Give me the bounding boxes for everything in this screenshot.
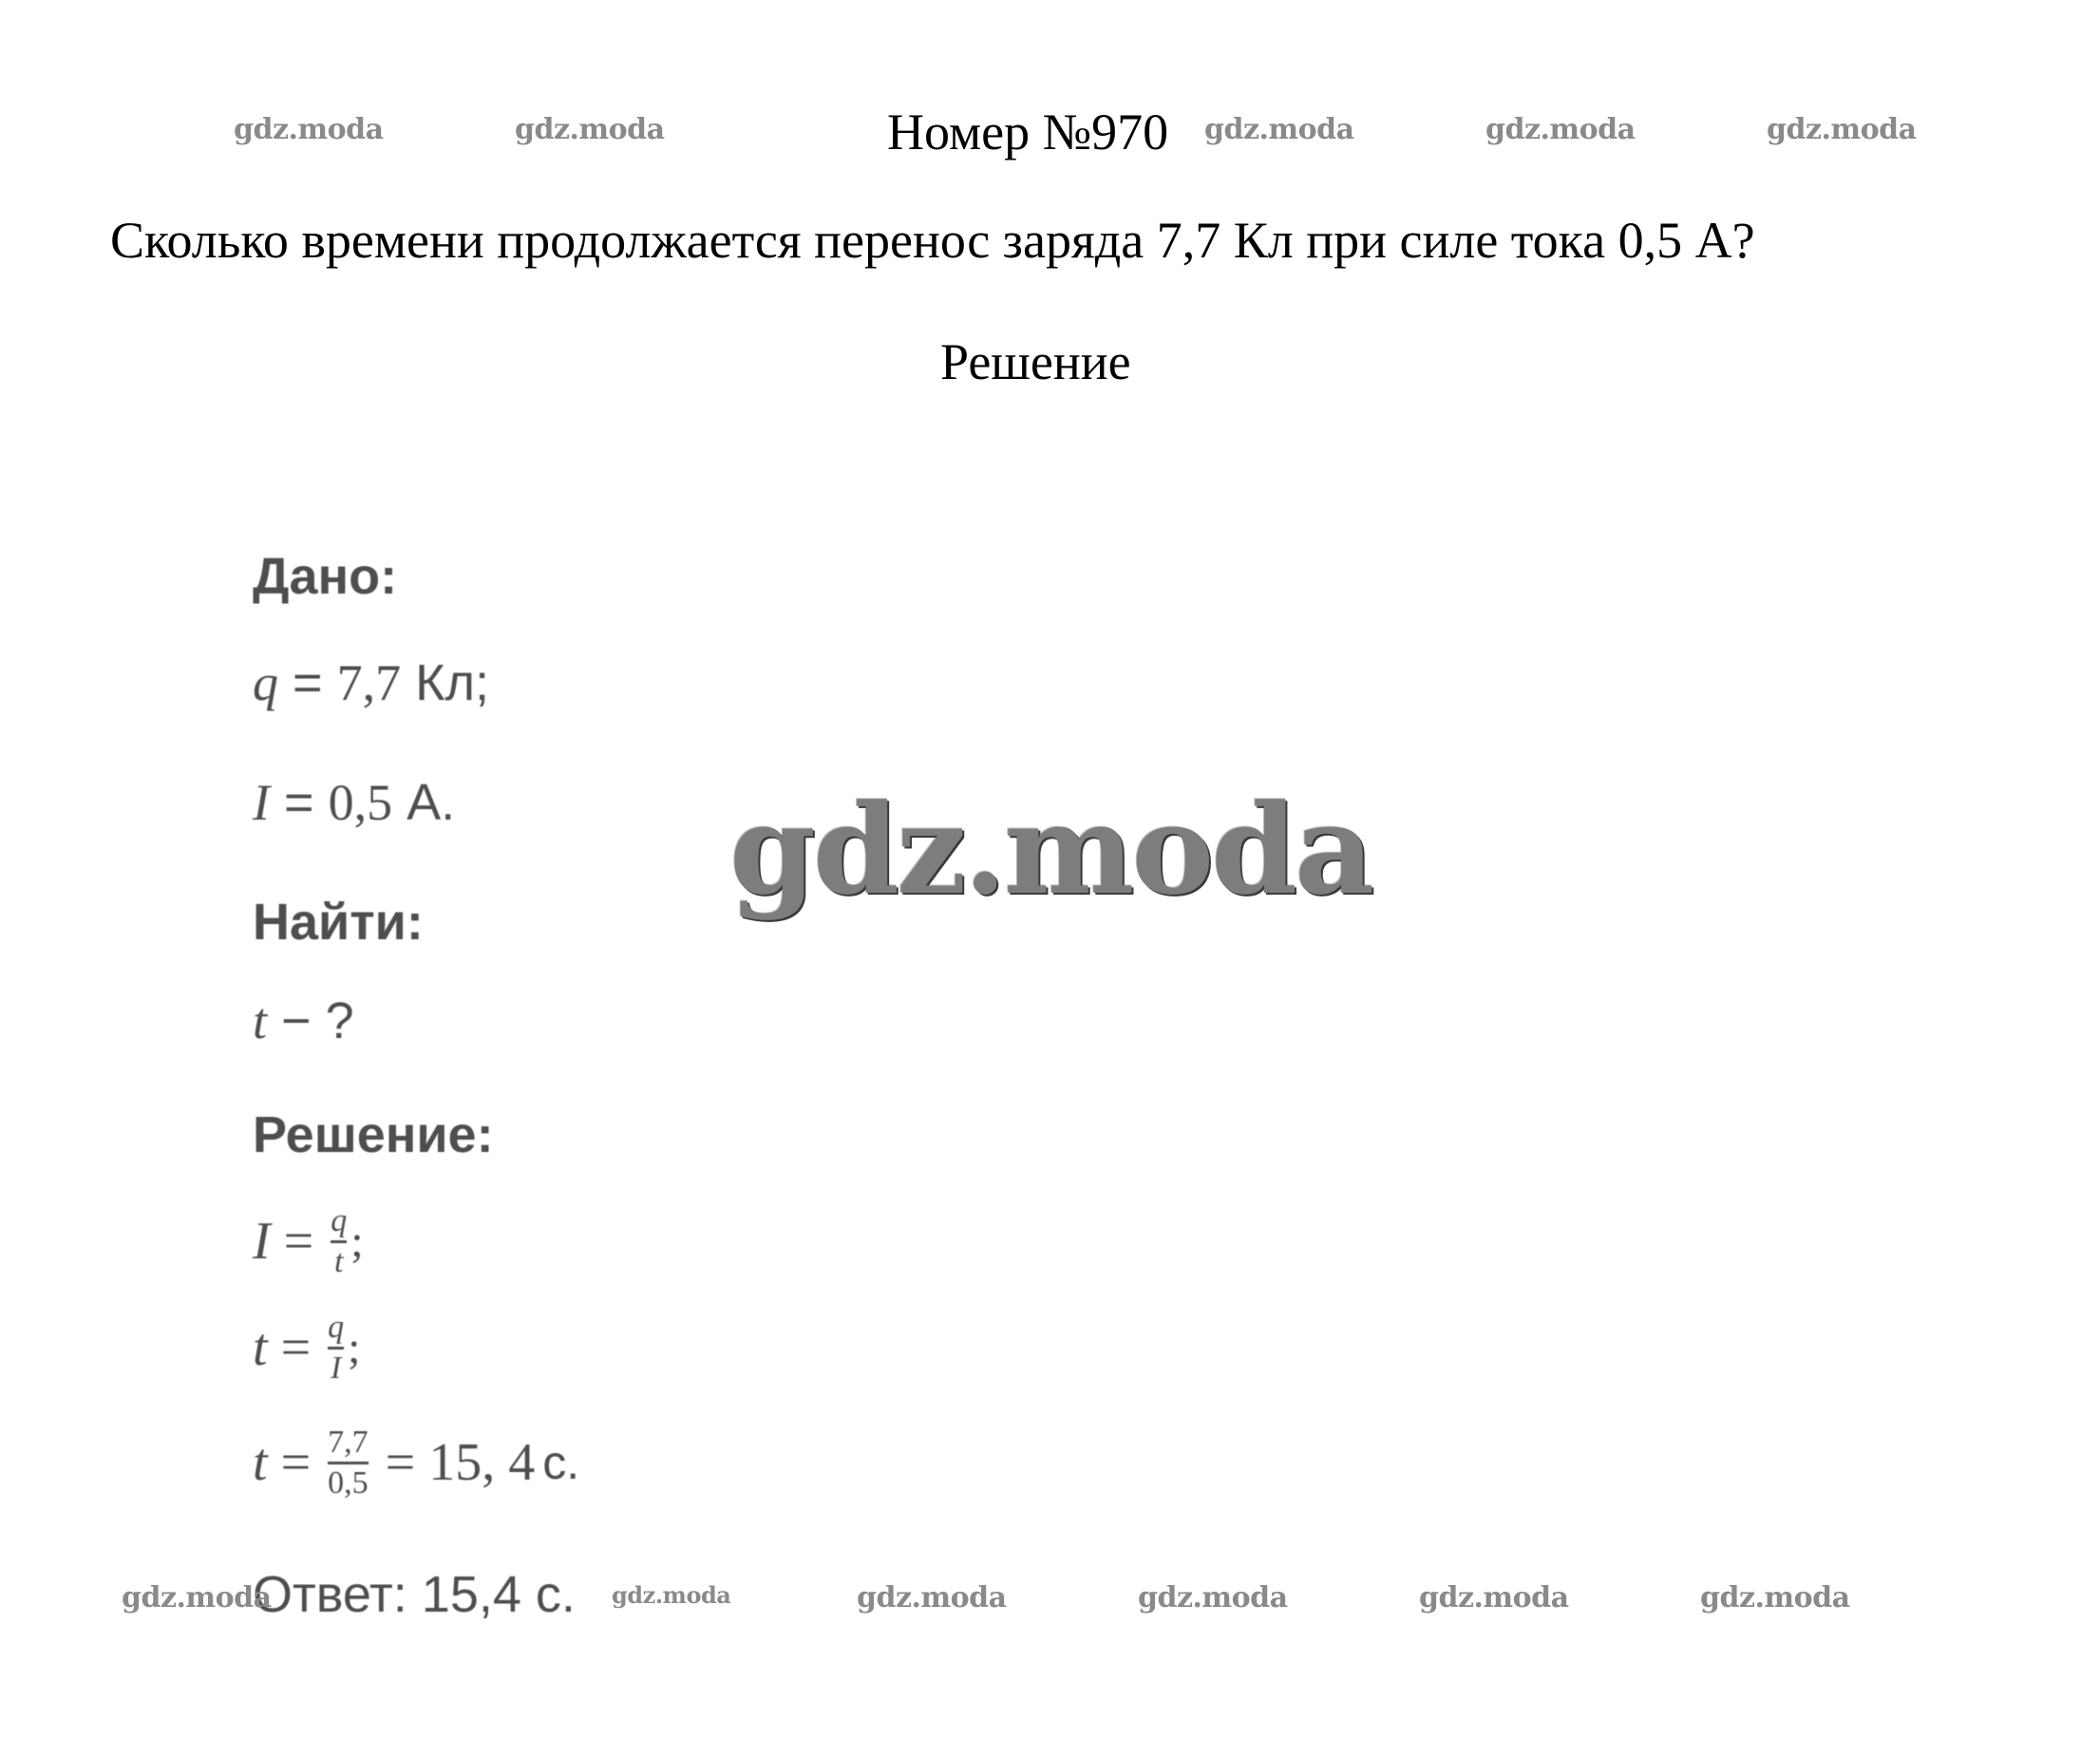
watermark-bottom-4: gdz.moda — [1138, 1581, 1288, 1614]
formula-current — [253, 1199, 364, 1284]
formula3-numerator: 7,7 — [328, 1424, 369, 1460]
given-current-value: 0,5 — [328, 774, 393, 831]
formula3-fraction-bar — [328, 1462, 369, 1464]
formula2-lhs: t — [253, 1318, 268, 1377]
find-label: Найти: — [253, 894, 424, 951]
watermark-top-1: gdz.moda — [234, 113, 384, 146]
formula2-fraction — [328, 1311, 344, 1385]
find-rest: − ? — [281, 992, 354, 1049]
formula1-fraction-bar — [331, 1240, 347, 1243]
given-charge-value: 7,7 — [336, 654, 402, 711]
watermark-top-3: gdz.moda — [1204, 113, 1354, 146]
problem-question: Сколько времени продолжается перенос заряда 7,7 Кл при силе тока 0,5 А? — [110, 212, 1755, 269]
watermark-bottom-3: gdz.moda — [857, 1581, 1007, 1614]
watermark-bottom-5: gdz.moda — [1419, 1581, 1569, 1614]
formula2-numerator: q — [328, 1309, 345, 1345]
formula1-fraction — [331, 1204, 347, 1278]
formula3-eq: = — [280, 1433, 312, 1492]
given-charge-eq: = — [293, 654, 323, 711]
given-charge-var: q — [253, 654, 278, 711]
given-charge-unit: Кл; — [415, 654, 490, 711]
find-var: t — [253, 992, 268, 1049]
formula-time — [253, 1305, 361, 1390]
formula1-punct: ; — [350, 1216, 364, 1267]
formula2-punct: ; — [348, 1322, 361, 1373]
watermark-top-2: gdz.moda — [515, 113, 665, 146]
watermark-bottom-6: gdz.moda — [1700, 1581, 1850, 1614]
solution-label: Решение: — [253, 1106, 494, 1163]
page-title: Номер №970 — [887, 104, 1169, 160]
solution-heading: Решение — [940, 333, 1131, 390]
given-charge — [253, 654, 490, 711]
answer: Ответ: 15,4 с. — [253, 1566, 576, 1623]
formula3-fraction — [328, 1426, 369, 1500]
formula3-denominator: 0,5 — [328, 1464, 369, 1501]
given-current-var: I — [253, 774, 270, 831]
watermark-bottom-2: gdz.moda — [612, 1581, 731, 1609]
watermark-top-4: gdz.moda — [1485, 113, 1636, 146]
given-current-unit: А. — [407, 774, 456, 831]
find-value — [253, 992, 354, 1049]
formula3-lhs: t — [253, 1433, 268, 1492]
formula3-eq2: = — [385, 1433, 416, 1492]
given-current — [253, 774, 456, 831]
given-current-eq: = — [284, 774, 314, 831]
formula3-result: 15, 4 — [428, 1433, 536, 1492]
formula-result — [253, 1415, 579, 1510]
formula1-eq: = — [283, 1212, 314, 1271]
formula2-eq: = — [280, 1318, 312, 1377]
formula3-unit: с. — [542, 1436, 580, 1489]
given-label: Дано: — [253, 548, 398, 605]
formula2-denominator: I — [330, 1350, 342, 1386]
watermark-bottom-1: gdz.moda — [122, 1581, 272, 1614]
formula1-lhs: I — [253, 1212, 271, 1271]
watermark-top-5: gdz.moda — [1767, 113, 1917, 146]
formula1-numerator: q — [331, 1202, 348, 1238]
formula1-denominator: t — [334, 1243, 344, 1279]
formula2-fraction-bar — [328, 1347, 344, 1350]
watermark-center: gdz.moda — [729, 777, 1372, 922]
